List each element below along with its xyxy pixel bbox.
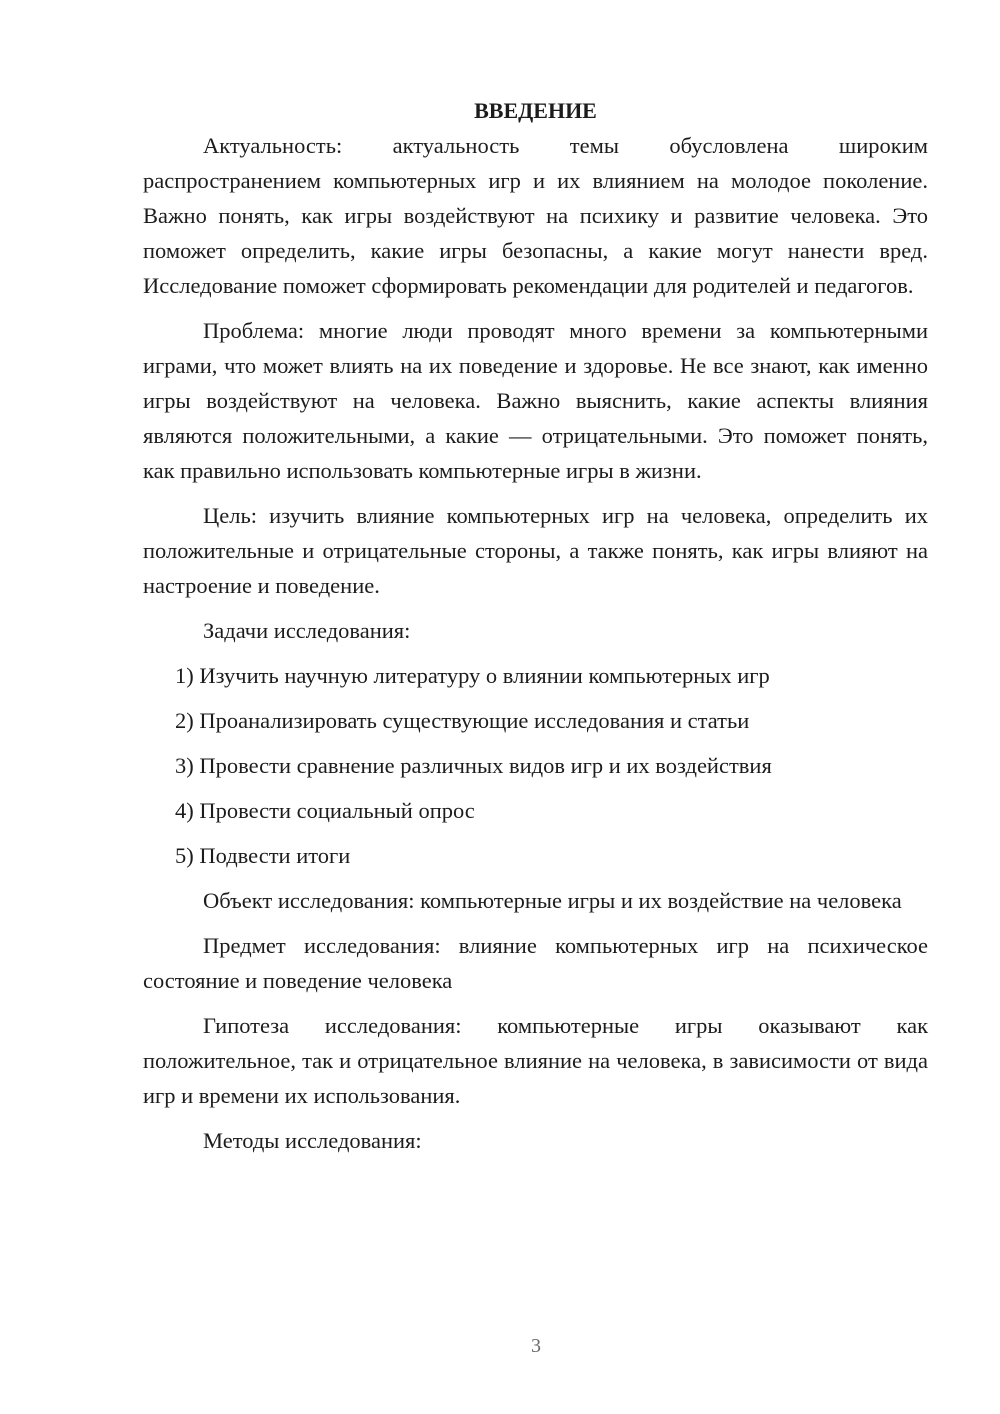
- methods-heading: Методы исследования:: [203, 1128, 422, 1153]
- paragraph-subject: Предмет исследования: влияние компьютерных игр на психическое состояние и поведение человека: [143, 933, 928, 993]
- list-item: 4) Провести социальный опрос: [175, 798, 475, 823]
- paragraph-object: Объект исследования: компьютерные игры и их воздействие на человека: [203, 888, 902, 913]
- paragraph-goal: Цель: изучить влияние компьютерных игр на человека, определить их положительные и отрицательные стороны, а также понять, как игры влияют на настроение и поведение.: [143, 503, 928, 598]
- page-number: 3: [531, 1335, 541, 1357]
- list-item: 3) Провести сравнение различных видов игр и их воздействия: [175, 753, 772, 778]
- list-item: 5) Подвести итоги: [175, 843, 351, 868]
- paragraph-hypothesis: Гипотеза исследования: компьютерные игры оказывают как положительное, так и отрицательное влияние на человека, в зависимости от вида игр и времени их использования.: [143, 1013, 928, 1108]
- paragraph-relevance: Актуальность: актуальность темы обусловлена широким распространением компьютерных игр и их влиянием на молодое поколение. Важно понять, как игры воздействуют на психику и развитие человека. Это поможет определить, какие игры безопасны, а какие могут нанести вред. Исследование поможет сформировать рекомендации для родителей и педагогов.: [143, 133, 928, 298]
- tasks-list: [143, 658, 928, 873]
- list-item: 1) Изучить научную литературу о влиянии компьютерных игр: [175, 663, 770, 688]
- paragraph-problem: Проблема: многие люди проводят много времени за компьютерными играми, что может влиять на их поведение и здоровье. Не все знают, как именно игры воздействуют на человека. Важно выяснить, какие аспекты влияния являются положительными, а какие — отрицательными. Это поможет понять, как правильно использовать компьютерные игры в жизни.: [143, 318, 928, 483]
- page-title: ВВЕДЕНИЕ: [474, 98, 597, 123]
- tasks-heading: Задачи исследования:: [203, 618, 411, 643]
- page-content: [143, 93, 928, 1158]
- list-item: 2) Проанализировать существующие исследования и статьи: [175, 708, 750, 733]
